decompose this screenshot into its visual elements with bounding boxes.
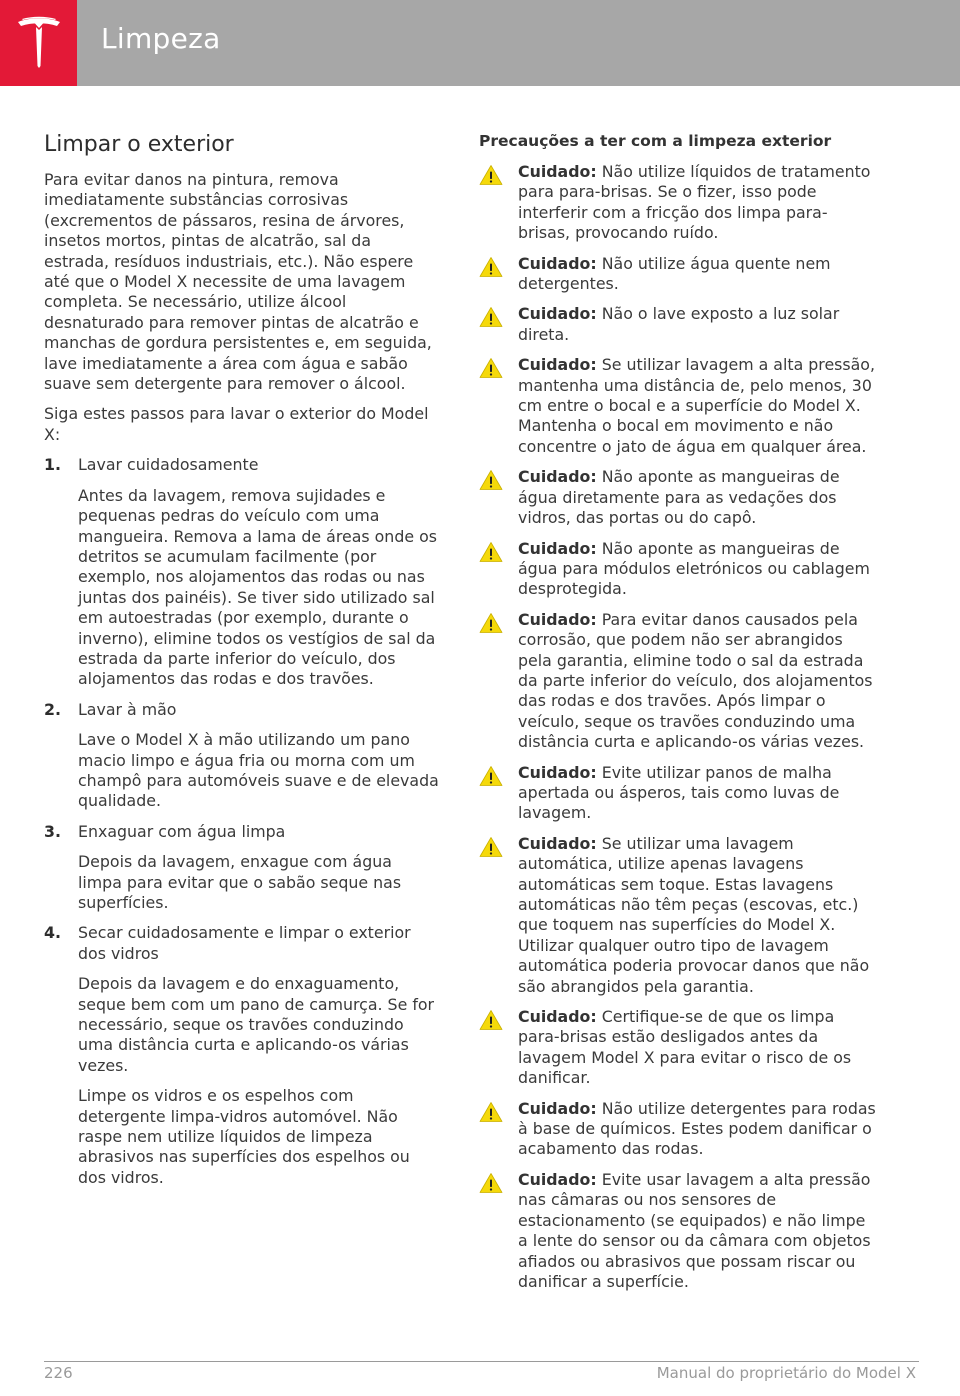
caution-item <box>479 355 879 457</box>
step-item <box>44 923 440 1188</box>
step-title: Enxaguar com água limpa <box>78 821 286 841</box>
step-number: 4. <box>44 923 61 943</box>
caution-label: Cuidado: <box>518 1098 597 1118</box>
cautions-list <box>479 162 879 1292</box>
step-item <box>44 822 440 914</box>
caution-item <box>479 467 879 528</box>
warning-triangle-icon <box>479 541 503 563</box>
steps-list <box>44 455 440 1188</box>
intro-paragraph: Para evitar danos na pintura, remova imediatamente substâncias corrosivas (excrementos de pássaros, resina de árvores, insetos mortos, pintas de alcatrão, sal da estrada, resíduos industriais, etc.). Não espere até que o Model X necessite de uma lavagem completa. Se necessário, utilize álcool desnaturado para remover pintas de alcatrão e manchas de gordura persistentes e, em seguida, lave imediatamente a área com água e sabão suave sem detergente para remover o álcool. <box>44 170 432 394</box>
warning-triangle-icon <box>479 164 503 186</box>
caution-item <box>479 1099 879 1160</box>
warning-triangle-icon <box>479 306 503 328</box>
section-heading: Limpar o exterior <box>44 132 234 157</box>
caution-label: Cuidado: <box>518 1007 597 1027</box>
warning-triangle-icon <box>479 1101 503 1123</box>
caution-text: Se utilizar lavagem a alta pressão, mantenha uma distância de, pelo menos, 30 cm entre o bocal e a superfície do Model X. Mantenha o bocal em movimento e não concentre o jato de água em qualquer área. <box>518 355 875 456</box>
right-column <box>479 130 879 1302</box>
step-item <box>44 455 440 689</box>
caution-item <box>479 834 879 997</box>
caution-text: Não aponte as mangueiras de água diretamente para as vedações dos vidros, das portas ou do capô. <box>518 467 840 528</box>
footer-title: Manual do proprietário do Model X <box>656 1364 916 1382</box>
caution-label: Cuidado: <box>518 467 597 487</box>
page-header <box>0 0 960 86</box>
caution-item <box>479 1007 879 1089</box>
step-paragraph: Depois da lavagem, enxague com água limpa para evitar que o sabão seque nas superfícies. <box>78 852 402 912</box>
caution-label: Cuidado: <box>518 762 597 782</box>
step-number: 3. <box>44 821 61 841</box>
warning-triangle-icon <box>479 612 503 634</box>
caution-label: Cuidado: <box>518 609 597 629</box>
precautions-heading: Precauções a ter com a limpeza exterior <box>479 132 832 150</box>
caution-label: Cuidado: <box>518 355 597 375</box>
step-number: 2. <box>44 699 61 719</box>
step-title: Lavar cuidadosamente <box>78 455 259 475</box>
warning-triangle-icon <box>479 765 503 787</box>
page-title: Limpeza <box>101 22 221 55</box>
footer-divider <box>44 1361 919 1362</box>
caution-item <box>479 1170 879 1292</box>
caution-text: Não utilize detergentes para rodas à base de químicos. Estes podem danificar o acabamento das rodas. <box>518 1098 876 1159</box>
caution-text: Não aponte as mangueiras de água para módulos eletrónicos ou cablagem desprotegida. <box>518 538 870 599</box>
warning-triangle-icon <box>479 357 503 379</box>
left-column <box>44 130 440 1198</box>
warning-triangle-icon <box>479 836 503 858</box>
caution-label: Cuidado: <box>518 253 597 273</box>
caution-item <box>479 539 879 600</box>
step-title: Lavar à mão <box>78 699 177 719</box>
warning-triangle-icon <box>479 256 503 278</box>
warning-triangle-icon <box>479 1009 503 1031</box>
caution-text: Não utilize líquidos de tratamento para para-brisas. Se o fizer, isso pode interferir com a fricção dos limpa para-brisas, provocando ruído. <box>518 162 871 243</box>
caution-item <box>479 304 879 345</box>
caution-item <box>479 763 879 824</box>
caution-label: Cuidado: <box>518 833 597 853</box>
caution-text: Certifique-se de que os limpa para-brisas estão desligados antes da lavagem Model X para evitar o risco de os danificar. <box>518 1007 852 1088</box>
step-item <box>44 700 440 812</box>
steps-intro: Siga estes passos para lavar o exterior do Model X: <box>44 404 429 444</box>
step-number: 1. <box>44 455 61 475</box>
caution-item <box>479 162 879 244</box>
caution-text: Evite usar lavagem a alta pressão nas câmaras ou nos sensores de estacionamento (se equipados) e não limpe a lente do sensor ou da câmara com objetos afiados ou abrasivos que possam riscar ou danificar a superfície. <box>518 1169 871 1291</box>
caution-text: Evite utilizar panos de malha apertada ou ásperos, tais como luvas de lavagem. <box>518 762 840 823</box>
step-paragraph: Antes da lavagem, remova sujidades e pequenas pedras do veículo com uma mangueira. Remova a lama de áreas onde os detritos se acumulam facilmente (por exemplo, nos alojamentos das rodas ou nas juntas dos painéis). Se tiver sido utilizado sal em autoestradas (por exemplo, durante o inverno), elimine todos os vestígios de sal da estrada da parte inferior do veículo, dos alojamentos das rodas e dos travões. <box>78 485 437 689</box>
tesla-logo-icon <box>16 16 62 70</box>
step-title: Secar cuidadosamente e limpar o exterior dos vidros <box>78 923 411 963</box>
step-paragraph: Depois da lavagem e do enxaguamento, seque bem com um pano de camurça. Se for necessário, seque os travões conduzindo uma distância curta e aplicando-os várias vezes. <box>78 974 435 1075</box>
step-paragraph: Limpe os vidros e os espelhos com detergente limpa-vidros automóvel. Não raspe nem utilize líquidos de limpeza abrasivos nas superfícies dos espelhos ou dos vidros. <box>78 1086 410 1187</box>
step-paragraph: Lave o Model X à mão utilizando um pano macio limpo e água fria ou morna com um champô para automóveis suave e de elevada qualidade. <box>78 730 439 811</box>
caution-label: Cuidado: <box>518 304 597 324</box>
caution-text: Não utilize água quente nem detergentes. <box>518 253 831 294</box>
caution-text: Não o lave exposto a luz solar direta. <box>518 304 840 344</box>
caution-item <box>479 254 879 295</box>
caution-label: Cuidado: <box>518 1169 597 1189</box>
page-number: 226 <box>44 1364 73 1382</box>
warning-triangle-icon <box>479 1172 503 1194</box>
caution-text: Para evitar danos causados pela corrosão, que podem não ser abrangidos pela garantia, elimine todo o sal da estrada da parte inferior do veículo, dos alojamentos das rodas e dos travões. Após limpar o veículo, seque os travões conduzindo uma distância curta e aplicando-os várias vezes. <box>518 609 873 752</box>
caution-text: Se utilizar uma lavagem automática, utilize apenas lavagens automáticas sem toque. Estas lavagens automáticas não têm peças (escovas, etc.) que toquem nas superfícies do Model X. Utilizar qualquer outro tipo de lavagem automática poderia provocar danos que não são abrangidos pela garantia. <box>518 833 870 996</box>
tesla-logo <box>0 0 77 86</box>
caution-label: Cuidado: <box>518 162 597 181</box>
caution-item <box>479 610 879 753</box>
caution-label: Cuidado: <box>518 538 597 558</box>
warning-triangle-icon <box>479 469 503 491</box>
